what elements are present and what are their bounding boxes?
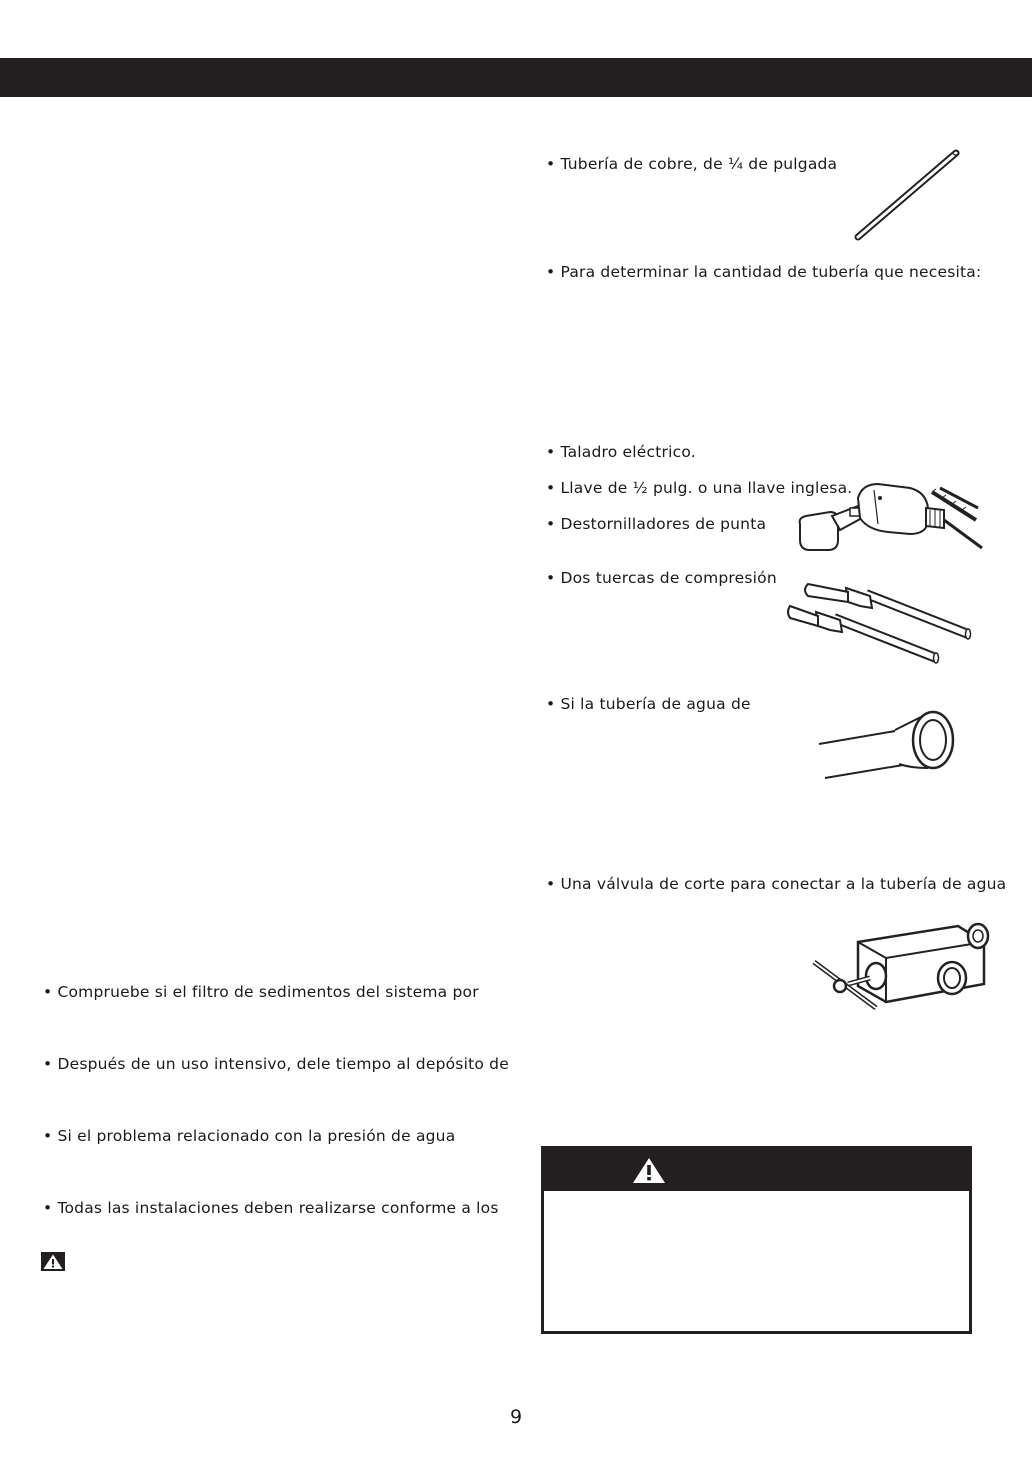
wrench-item: • Llave de ½ pulg. o una llave inglesa.: [546, 479, 853, 497]
warning-box-header: [544, 1149, 969, 1191]
installations-item: • Todas las instalaciones deben realizarse conforme a los: [43, 1199, 499, 1217]
copper-tubing-item: • Tubería de cobre, de ¼ de pulgada: [546, 155, 838, 173]
water-pipe-item: • Si la tubería de agua de: [546, 695, 751, 713]
warning-box: [541, 1146, 972, 1334]
compression-nuts-item: • Dos tuercas de compresión: [546, 569, 777, 587]
copper-tube-icon: [848, 145, 964, 245]
screwdrivers-item: • Destornilladores de punta: [546, 515, 767, 533]
shutoff-valve-item: • Una válvula de corte para conectar a la tubería de agua: [546, 875, 1007, 893]
compression-nut-icon: [786, 578, 972, 668]
heavy-use-item: • Después de un uso intensivo, dele tiempo al depósito de: [43, 1055, 509, 1073]
water-pressure-item: • Si el problema relacionado con la presión de agua: [43, 1127, 456, 1145]
warning-triangle-icon: [632, 1157, 666, 1184]
page-number: 9: [509, 1406, 523, 1428]
pipe-end-icon: [815, 708, 961, 786]
drill-item: • Taladro eléctrico.: [546, 443, 696, 461]
header-bar: [0, 58, 1032, 97]
tubing-amount-item: • Para determinar la cantidad de tubería que necesita:: [546, 263, 982, 281]
sediment-filter-item: • Compruebe si el filtro de sedimentos del sistema por: [43, 983, 479, 1001]
warning-triangle-icon: [41, 1252, 65, 1271]
drill-icon: [792, 478, 988, 558]
shutoff-valve-icon: [806, 920, 998, 1014]
